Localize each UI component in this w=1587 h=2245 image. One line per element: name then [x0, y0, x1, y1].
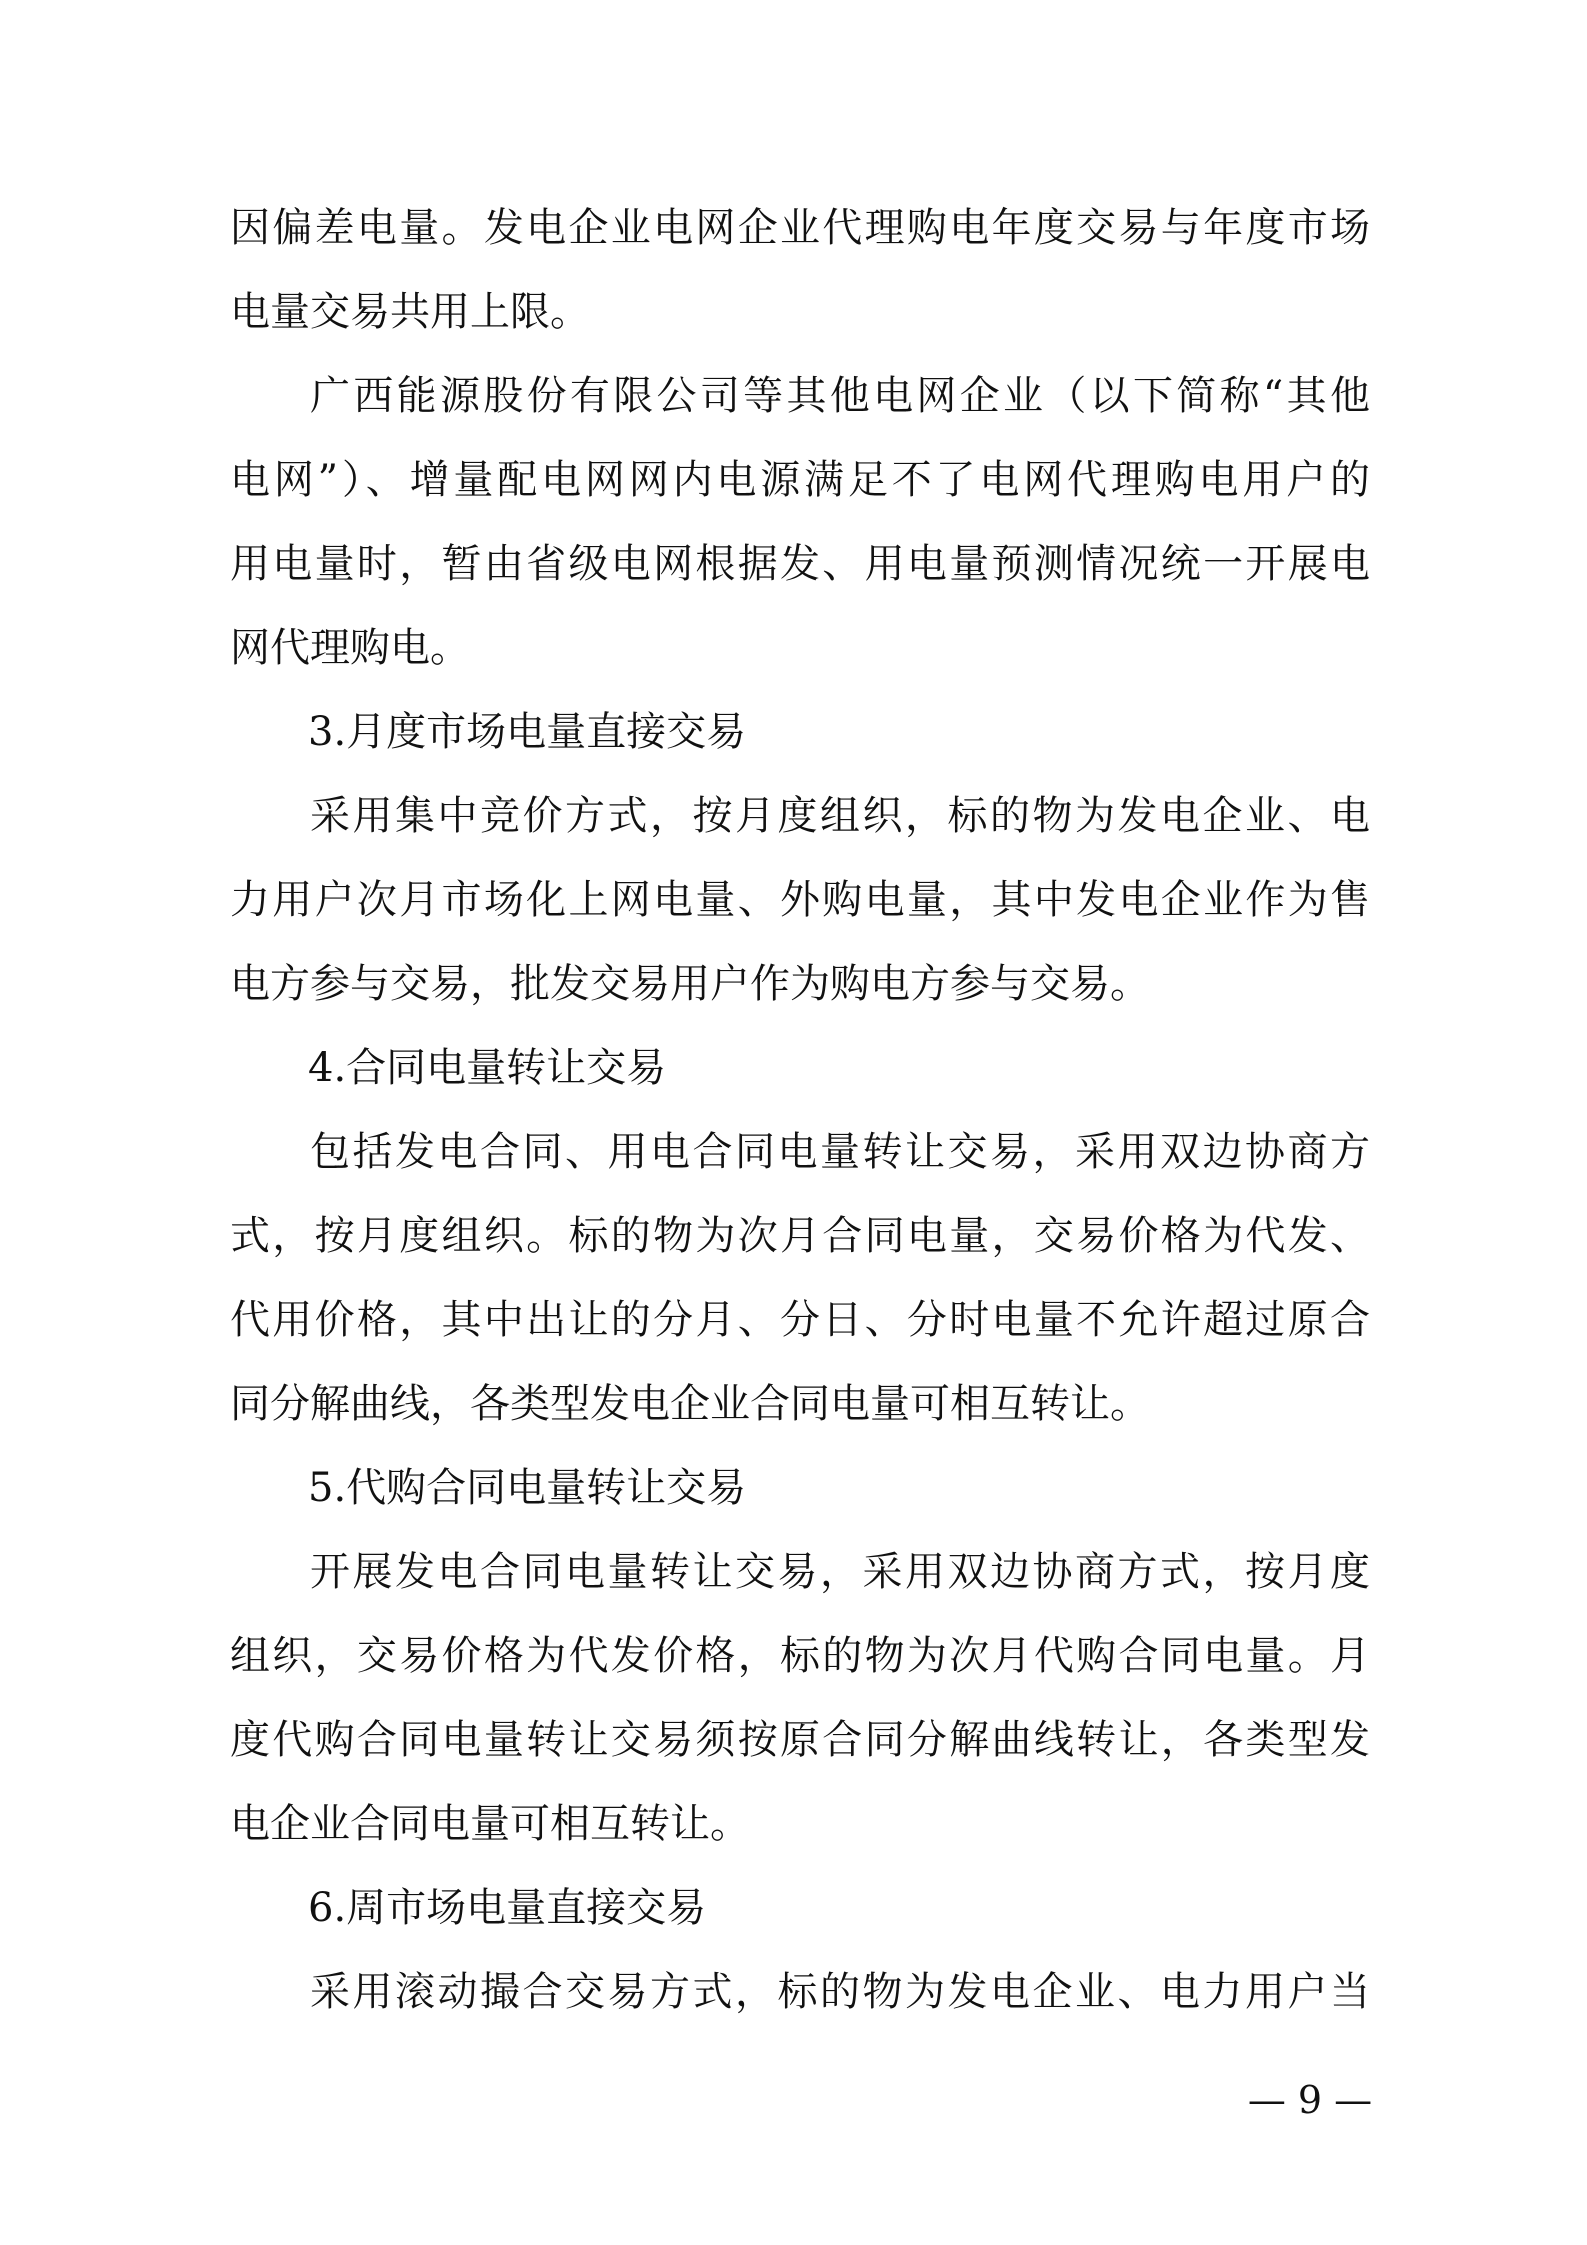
- text-line-12: 包括发电合同、用电合同电量转让交易，采用双边协商方: [310, 1129, 1370, 1175]
- text-line-20: 电企业合同电量可相互转让。: [230, 1801, 750, 1847]
- text-line-14: 代用价格，其中出让的分月、分日、分时电量不允许超过原合: [230, 1297, 1370, 1343]
- section-heading-5: 5.代购合同电量转让交易: [308, 1465, 747, 1511]
- text-line-18: 组织，交易价格为代发价格，标的物为次月代购合同电量。月: [230, 1633, 1370, 1679]
- text-line-19: 度代购合同电量转让交易须按原合同分解曲线转让，各类型发: [230, 1717, 1370, 1763]
- text-line-4: 电网”）、增量配电网网内电源满足不了电网代理购电用户的: [230, 457, 1370, 503]
- text-line-6: 网代理购电。: [230, 625, 470, 671]
- text-line-13: 式，按月度组织。标的物为次月合同电量，交易价格为代发、: [230, 1213, 1370, 1259]
- text-line-2: 电量交易共用上限。: [230, 289, 590, 335]
- text-line-15: 同分解曲线，各类型发电企业合同电量可相互转让。: [230, 1381, 1150, 1427]
- text-line-17: 开展发电合同电量转让交易，采用双边协商方式，按月度: [310, 1549, 1370, 1595]
- text-line-3: 广西能源股份有限公司等其他电网企业（以下简称“其他: [310, 373, 1370, 419]
- text-line-9: 力用户次月市场化上网电量、外购电量，其中发电企业作为售: [230, 877, 1370, 923]
- section-heading-4: 4.合同电量转让交易: [308, 1045, 667, 1091]
- section-heading-3: 3.月度市场电量直接交易: [308, 709, 747, 755]
- text-line-5: 用电量时，暂由省级电网根据发、用电量预测情况统一开展电: [230, 541, 1370, 587]
- text-line-22: 采用滚动撮合交易方式，标的物为发电企业、电力用户当: [310, 1969, 1370, 2015]
- page-number: — 9 —: [1247, 2078, 1373, 2122]
- text-line-10: 电方参与交易，批发交易用户作为购电方参与交易。: [230, 961, 1150, 1007]
- text-line-1: 因偏差电量。发电企业电网企业代理购电年度交易与年度市场: [230, 205, 1370, 251]
- section-heading-6: 6.周市场电量直接交易: [308, 1885, 707, 1931]
- text-line-8: 采用集中竞价方式，按月度组织，标的物为发电企业、电: [310, 793, 1370, 839]
